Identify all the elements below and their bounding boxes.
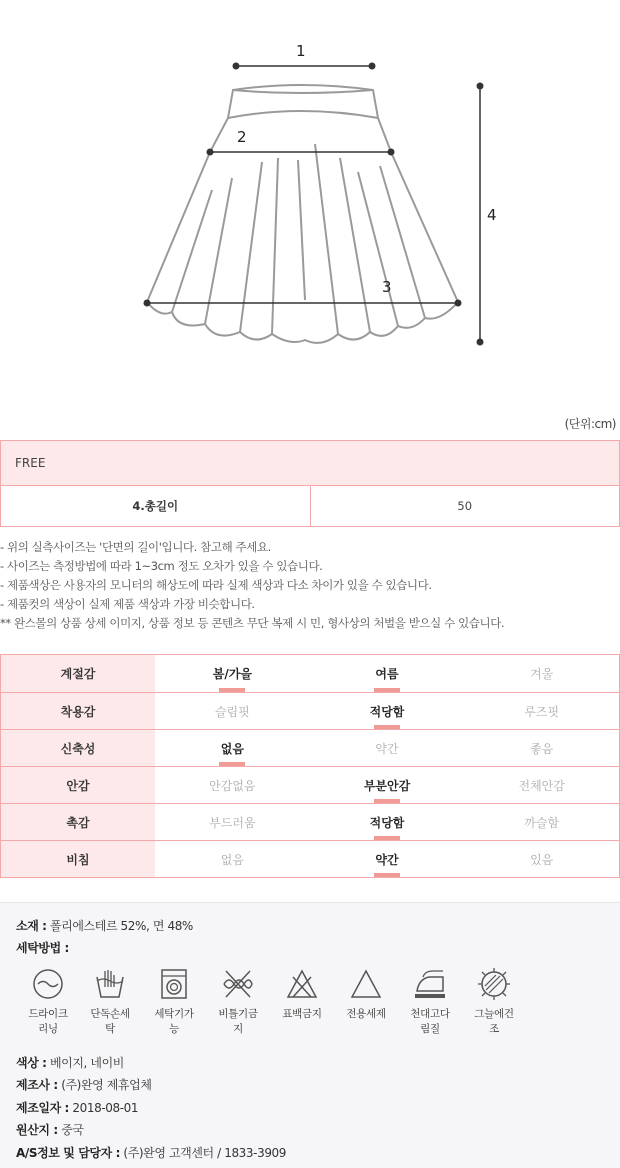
feature-label: 신축성 <box>1 730 155 766</box>
size-notes <box>0 538 620 633</box>
table-row <box>1 486 619 526</box>
date-line <box>16 1099 138 1116</box>
feature-row-sheerness <box>1 840 619 877</box>
wash-item <box>464 967 524 1037</box>
feature-option: 슬림핏 <box>214 704 250 719</box>
measure-label-3: 3 <box>382 278 392 296</box>
dry-clean-icon <box>31 967 65 1001</box>
feature-option: 적당함 <box>310 693 465 729</box>
feature-label: 계절감 <box>1 655 155 692</box>
wash-item-label: 리닝 <box>38 1023 58 1035</box>
feature-option: 적당함 <box>310 804 465 840</box>
no-bleach-icon <box>285 967 319 1001</box>
wash-line <box>16 939 69 956</box>
feature-row-stretch <box>1 729 619 766</box>
wash-item-label: 림질 <box>420 1023 440 1035</box>
feature-label: 비침 <box>1 841 155 877</box>
wash-item-label: 지 <box>233 1023 243 1035</box>
date-label: 제조일자 : <box>16 1101 69 1115</box>
size-row-label: 4.총길이 <box>132 499 179 513</box>
wash-label: 세탁방법 : <box>16 941 69 955</box>
feature-option: 겨울 <box>530 667 554 681</box>
feature-option: 부분안감 <box>310 767 465 803</box>
feature-option: 좋음 <box>530 741 554 756</box>
wash-item <box>400 967 460 1037</box>
origin-line <box>16 1121 84 1138</box>
washing-machine-icon <box>157 967 191 1001</box>
product-info-box <box>0 902 620 1168</box>
wash-item-label: 표백금지 <box>282 1008 322 1020</box>
wash-item-label: 그늘에건 <box>474 1008 514 1020</box>
wash-item-label: 세탁기가 <box>154 1008 194 1020</box>
wash-item <box>208 967 268 1037</box>
wash-icons <box>18 967 538 1041</box>
wash-item-label: 조 <box>489 1023 499 1035</box>
wash-item <box>18 967 78 1037</box>
maker-value: (주)완영 제휴업체 <box>61 1078 152 1092</box>
measure-label-4: 4 <box>487 206 497 224</box>
note-line: - 사이즈는 측정방법에 따라 1~3cm 정도 오차가 있을 수 있습니다. <box>0 559 323 573</box>
material-value: 폴리에스테르 52%, 면 48% <box>49 919 193 933</box>
wash-item-label: 단독손세 <box>90 1008 130 1020</box>
hand-wash-icon <box>93 967 127 1001</box>
measure-label-2: 2 <box>237 128 247 146</box>
as-label: A/S정보 및 담당자 : <box>16 1146 120 1160</box>
wash-item-label: 능 <box>169 1023 179 1035</box>
origin-value: 중국 <box>61 1123 84 1137</box>
feature-option: 전체안감 <box>518 778 565 793</box>
iron-with-cloth-icon <box>413 967 447 1001</box>
wash-item <box>336 967 396 1022</box>
feature-option: 약간 <box>310 841 465 877</box>
note-line: ** 완스몰의 상품 상세 이미지, 상품 정보 등 콘텐츠 무단 복제 시 민, 형사상의 처벌을 받으실 수 있습니다. <box>0 616 505 630</box>
wash-item-label: 비틀기금 <box>218 1008 258 1020</box>
note-line: - 제품색상은 사용자의 모니터의 해상도에 따라 실제 색상과 다소 차이가 있을 수 있습니다. <box>0 578 432 592</box>
maker-label: 제조사 : <box>16 1078 58 1092</box>
as-line <box>16 1144 286 1161</box>
feature-option: 여름 <box>310 655 465 692</box>
feature-label: 안감 <box>1 767 155 803</box>
feature-row-season <box>1 655 619 692</box>
wash-item-label: 전용세제 <box>346 1008 386 1020</box>
color-label: 색상 : <box>16 1056 47 1070</box>
wash-item <box>144 967 204 1037</box>
wash-item-label: 천대고다 <box>410 1008 450 1020</box>
material-line <box>16 917 193 934</box>
feature-row-texture <box>1 803 619 840</box>
shade-dry-icon <box>477 967 511 1001</box>
size-table-header: FREE <box>1 441 619 486</box>
size-table <box>0 440 620 527</box>
skirt-illustration <box>0 0 620 410</box>
note-line: - 제품컷의 색상이 실제 제품 색상과 가장 비슷합니다. <box>0 597 255 611</box>
note-line: - 위의 실측사이즈는 '단면의 길이'입니다. 참고해 주세요. <box>0 540 271 554</box>
measure-label-1: 1 <box>296 42 306 60</box>
material-label: 소재 : <box>16 919 47 933</box>
feature-option: 봄/가을 <box>155 655 310 692</box>
date-value: 2018-08-01 <box>72 1101 139 1115</box>
feature-option: 안감없음 <box>209 778 256 793</box>
feature-option: 까슬함 <box>524 815 560 830</box>
wash-item-label: 드라이크 <box>28 1008 68 1020</box>
feature-option: 없음 <box>220 852 244 867</box>
wash-item <box>272 967 332 1022</box>
feature-option: 약간 <box>375 741 399 756</box>
color-value: 베이지, 네이비 <box>49 1056 124 1070</box>
feature-option: 루즈핏 <box>524 704 560 719</box>
as-value: (주)완영 고객센터 / 1833-3909 <box>123 1146 287 1160</box>
feature-label: 착용감 <box>1 693 155 729</box>
feature-row-lining <box>1 766 619 803</box>
no-wring-icon <box>221 967 255 1001</box>
feature-option: 부드러움 <box>209 815 256 830</box>
unit-note: (단위:cm) <box>564 417 616 431</box>
feature-option: 있음 <box>530 852 554 867</box>
skirt-measurement-diagram <box>0 0 620 410</box>
color-line <box>16 1054 124 1071</box>
feature-table <box>0 654 620 878</box>
size-row-value: 50 <box>310 486 620 526</box>
wash-item <box>80 967 140 1037</box>
feature-option: 없음 <box>155 730 310 766</box>
neutral-detergent-icon <box>349 967 383 1001</box>
wash-item-label: 탁 <box>105 1023 115 1035</box>
origin-label: 원산지 : <box>16 1123 58 1137</box>
maker-line <box>16 1076 152 1093</box>
feature-label: 촉감 <box>1 804 155 840</box>
feature-row-fit <box>1 692 619 729</box>
